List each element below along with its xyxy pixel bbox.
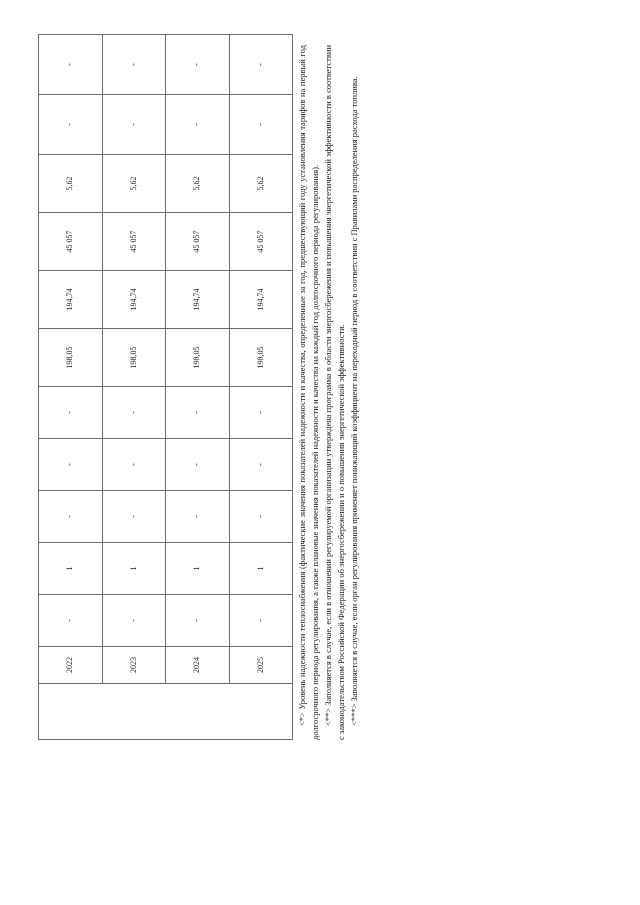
- table-cell: 198,05: [102, 329, 166, 387]
- table-cell: 198,05: [39, 329, 103, 387]
- table-cell: -: [166, 35, 230, 95]
- table-cell: -: [229, 439, 293, 491]
- table-cell: -: [229, 95, 293, 155]
- table-cell: -: [39, 595, 103, 647]
- table-cell: -: [166, 95, 230, 155]
- table-cell: -: [229, 491, 293, 543]
- footnote-fuel-coefficient: <***> Заполняется в случае, если орган регулирования применяет понижающий коэффициент на переходный период в соответствии с Правилами распределения расхода топлива.: [349, 76, 359, 726]
- rotated-landscape-content: [38, 45, 378, 740]
- year-cell: 2025: [229, 647, 293, 684]
- merged-label-cell: [39, 684, 293, 740]
- table-cell: -: [102, 439, 166, 491]
- table-cell: 198,05: [166, 329, 230, 387]
- table-row: [39, 35, 103, 740]
- table-cell: -: [102, 35, 166, 95]
- table-cell: 1: [102, 543, 166, 595]
- footnotes: [296, 45, 361, 740]
- table-cell: 1: [166, 543, 230, 595]
- table-cell: -: [229, 35, 293, 95]
- tariff-indicators-table: [38, 34, 293, 740]
- table-cell: 45 057: [229, 213, 293, 271]
- table-cell: -: [102, 491, 166, 543]
- table-cell: -: [166, 491, 230, 543]
- table-cell: -: [39, 491, 103, 543]
- table-cell: -: [166, 439, 230, 491]
- table-row: [229, 35, 293, 740]
- year-cell: 2024: [166, 647, 230, 684]
- table-cell: 194,74: [102, 271, 166, 329]
- table-cell: 45 057: [102, 213, 166, 271]
- table-cell: 5,62: [102, 155, 166, 213]
- table-cell: -: [39, 95, 103, 155]
- table-cell: 5,62: [229, 155, 293, 213]
- table-cell: 45 057: [39, 213, 103, 271]
- table-cell: 194,74: [229, 271, 293, 329]
- table-cell: 5,62: [39, 155, 103, 213]
- table-cell: 5,62: [166, 155, 230, 213]
- table-cell: 1: [39, 543, 103, 595]
- table-cell: 198,05: [229, 329, 293, 387]
- footnote-energy-saving: <**> Заполняется в случае, если в отношении регулируемой организации утверждена программа в области энергосбережения и повышения энергетической эффективности в соответствии с законодательством Российской Федерации об энергосбережении и о повышении энергетической эффективности.: [323, 45, 346, 740]
- table-cell: -: [39, 387, 103, 439]
- table-row: [166, 35, 230, 740]
- year-cell: 2022: [39, 647, 103, 684]
- year-cell: 2023: [102, 647, 166, 684]
- table-cell: -: [39, 35, 103, 95]
- table-cell: -: [102, 595, 166, 647]
- table-row: [102, 35, 166, 740]
- table-cell: -: [102, 95, 166, 155]
- table-cell: -: [229, 595, 293, 647]
- table-cell: 194,74: [166, 271, 230, 329]
- table-cell: 1: [229, 543, 293, 595]
- table-cell: -: [166, 387, 230, 439]
- table-cell: 45 057: [166, 213, 230, 271]
- footnote-reliability: <*> Уровень надежности теплоснабжения (фактические значения показателей надежности и качества, определенные за год, предшествующий году установления тарифов на первый год долгосрочного периода регулирования, а также плановые значения показателей надежности и качества на каждый год долгосрочного периода регулирования).: [297, 45, 320, 740]
- table-cell: -: [39, 439, 103, 491]
- table-cell: -: [229, 387, 293, 439]
- table-cell: -: [166, 595, 230, 647]
- table-cell: -: [102, 387, 166, 439]
- table-cell: 194,74: [39, 271, 103, 329]
